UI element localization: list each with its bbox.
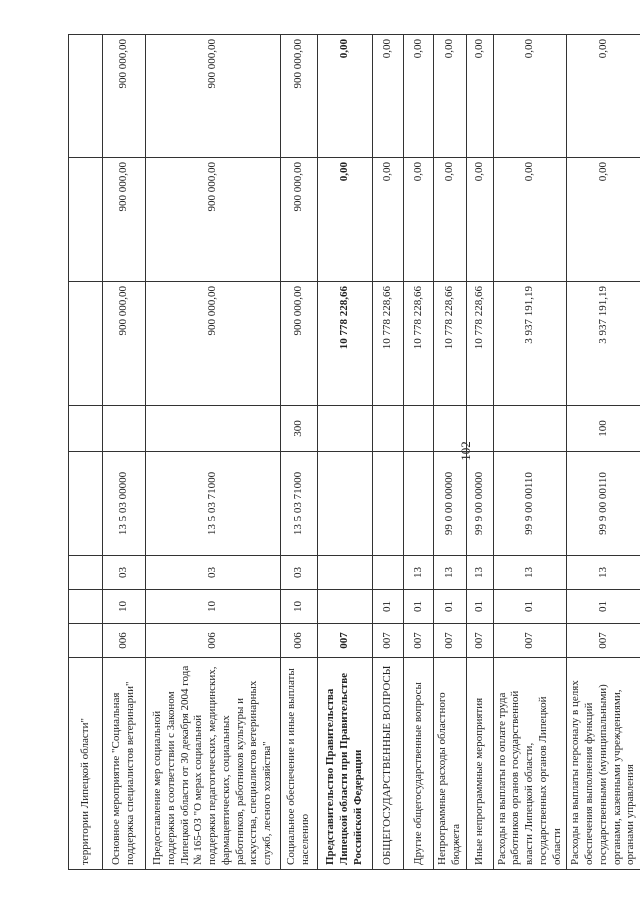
cell-sum-year-3: 0,00 [493,35,567,158]
table-row [103,35,146,870]
cell-ministry-code: 007 [434,624,467,658]
cell-subsection: 13 [404,556,434,590]
cell-target-article: 99 9 00 00110 [493,452,567,556]
row-name: Непрограммные расходы областного бюджета [434,658,467,870]
cell-target-article [318,452,373,556]
row-name: территории Липецкой области" [69,658,103,870]
cell-sum-year-1: 10 778 228,66 [404,282,434,406]
row-name: Другие общегосударственные вопросы [404,658,434,870]
cell-section: 01 [373,590,404,624]
cell-sum-year-2: 0,00 [466,158,493,282]
row-name: Иные непрограммные мероприятия [466,658,493,870]
cell-sum-year-2: 0,00 [434,158,467,282]
table-row [281,35,318,870]
cell-section: 10 [281,590,318,624]
cell-expense-type [373,406,404,452]
cell-sum-year-1: 900 000,00 [146,282,281,406]
cell-sum-year-3 [69,35,103,158]
cell-section [318,590,373,624]
cell-ministry-code: 006 [281,624,318,658]
cell-sum-year-1: 10 778 228,66 [434,282,467,406]
cell-ministry-code: 007 [567,624,640,658]
cell-ministry-code: 007 [493,624,567,658]
cell-subsection: 03 [103,556,146,590]
row-name: Расходы на выплаты персоналу в целях обеспечения выполнения функций государственными (муниципальными) органами, казенными учреждениями, органами управления [567,658,640,870]
cell-subsection: 03 [146,556,281,590]
cell-subsection: 03 [281,556,318,590]
cell-sum-year-2: 0,00 [493,158,567,282]
table-row [567,35,640,870]
cell-sum-year-2 [69,158,103,282]
cell-sum-year-2: 0,00 [318,158,373,282]
cell-sum-year-3: 900 000,00 [281,35,318,158]
cell-expense-type [466,406,493,452]
cell-subsection: 13 [567,556,640,590]
cell-sum-year-1: 3 937 191,19 [493,282,567,406]
row-name: Предоставление мер социальной поддержки в соответствии с Законом Липецкой области от 30 декабря 2004 года № 165-ОЗ "О мерах социальной поддержки педагогических, медицинских, фармацевтических, социальных работников, работников культуры и искусства, специалистов ветеринарных служб, лесного хозяйства" [146,658,281,870]
cell-subsection [373,556,404,590]
table-row [493,35,567,870]
cell-expense-type: 300 [281,406,318,452]
cell-section [69,590,103,624]
row-name: Основное мероприятие "Социальная поддержка специалистов ветеринарии" [103,658,146,870]
cell-ministry-code: 006 [103,624,146,658]
cell-sum-year-1: 900 000,00 [103,282,146,406]
cell-target-article: 13 5 03 71000 [281,452,318,556]
cell-target-article [404,452,434,556]
cell-target-article: 13 5 03 71000 [146,452,281,556]
cell-sum-year-1: 10 778 228,66 [318,282,373,406]
table-row [373,35,404,870]
cell-target-article: 99 9 00 00000 [466,452,493,556]
cell-expense-type [404,406,434,452]
table-row [466,35,493,870]
cell-sum-year-2: 0,00 [404,158,434,282]
cell-sum-year-2: 900 000,00 [103,158,146,282]
cell-target-article: 13 5 03 00000 [103,452,146,556]
cell-target-article [69,452,103,556]
cell-target-article: 99 9 00 00110 [567,452,640,556]
cell-ministry-code: 007 [373,624,404,658]
cell-section: 10 [103,590,146,624]
cell-expense-type [69,406,103,452]
cell-ministry-code: 007 [318,624,373,658]
table-body [69,35,640,870]
cell-section: 01 [404,590,434,624]
row-name: Представительство Правительства Липецкой области при Правительстве Российской Федерации [318,658,373,870]
cell-sum-year-3: 900 000,00 [146,35,281,158]
cell-sum-year-2: 900 000,00 [146,158,281,282]
cell-ministry-code: 007 [404,624,434,658]
cell-sum-year-1 [69,282,103,406]
cell-sum-year-1: 3 937 191,19 [567,282,640,406]
cell-expense-type [318,406,373,452]
cell-sum-year-3: 0,00 [373,35,404,158]
table-row [69,35,103,870]
row-name: Расходы на выплаты по оплате труда работников органов государственной власти Липецкой области, государственных органов Липецкой области [493,658,567,870]
cell-sum-year-3: 0,00 [466,35,493,158]
cell-ministry-code [69,624,103,658]
cell-subsection: 13 [434,556,467,590]
cell-expense-type [493,406,567,452]
cell-ministry-code: 007 [466,624,493,658]
cell-sum-year-2: 0,00 [567,158,640,282]
cell-subsection [318,556,373,590]
row-name: ОБЩЕГОСУДАРСТВЕННЫЕ ВОПРОСЫ [373,658,404,870]
cell-sum-year-3: 0,00 [567,35,640,158]
cell-sum-year-1: 900 000,00 [281,282,318,406]
rotated-table-wrapper [68,35,637,870]
page-number: 102 [458,441,473,461]
cell-sum-year-3: 0,00 [434,35,467,158]
row-name: Социальное обеспечение и иные выплаты населению [281,658,318,870]
cell-section: 01 [567,590,640,624]
cell-expense-type [103,406,146,452]
cell-target-article [373,452,404,556]
cell-subsection: 13 [493,556,567,590]
cell-expense-type [146,406,281,452]
cell-subsection: 13 [466,556,493,590]
cell-section: 10 [146,590,281,624]
table-row [404,35,434,870]
cell-ministry-code: 006 [146,624,281,658]
cell-sum-year-3: 0,00 [318,35,373,158]
cell-subsection [69,556,103,590]
cell-sum-year-1: 10 778 228,66 [466,282,493,406]
cell-section: 01 [434,590,467,624]
cell-sum-year-2: 900 000,00 [281,158,318,282]
cell-section: 01 [466,590,493,624]
budget-table [68,34,640,870]
cell-sum-year-3: 900 000,00 [103,35,146,158]
table-row [434,35,467,870]
cell-sum-year-3: 0,00 [404,35,434,158]
cell-target-article: 99 0 00 00000 [434,452,467,556]
cell-section: 01 [493,590,567,624]
cell-expense-type [434,406,467,452]
cell-sum-year-1: 10 778 228,66 [373,282,404,406]
cell-sum-year-2: 0,00 [373,158,404,282]
table-row [318,35,373,870]
cell-expense-type: 100 [567,406,640,452]
table-row [146,35,281,870]
